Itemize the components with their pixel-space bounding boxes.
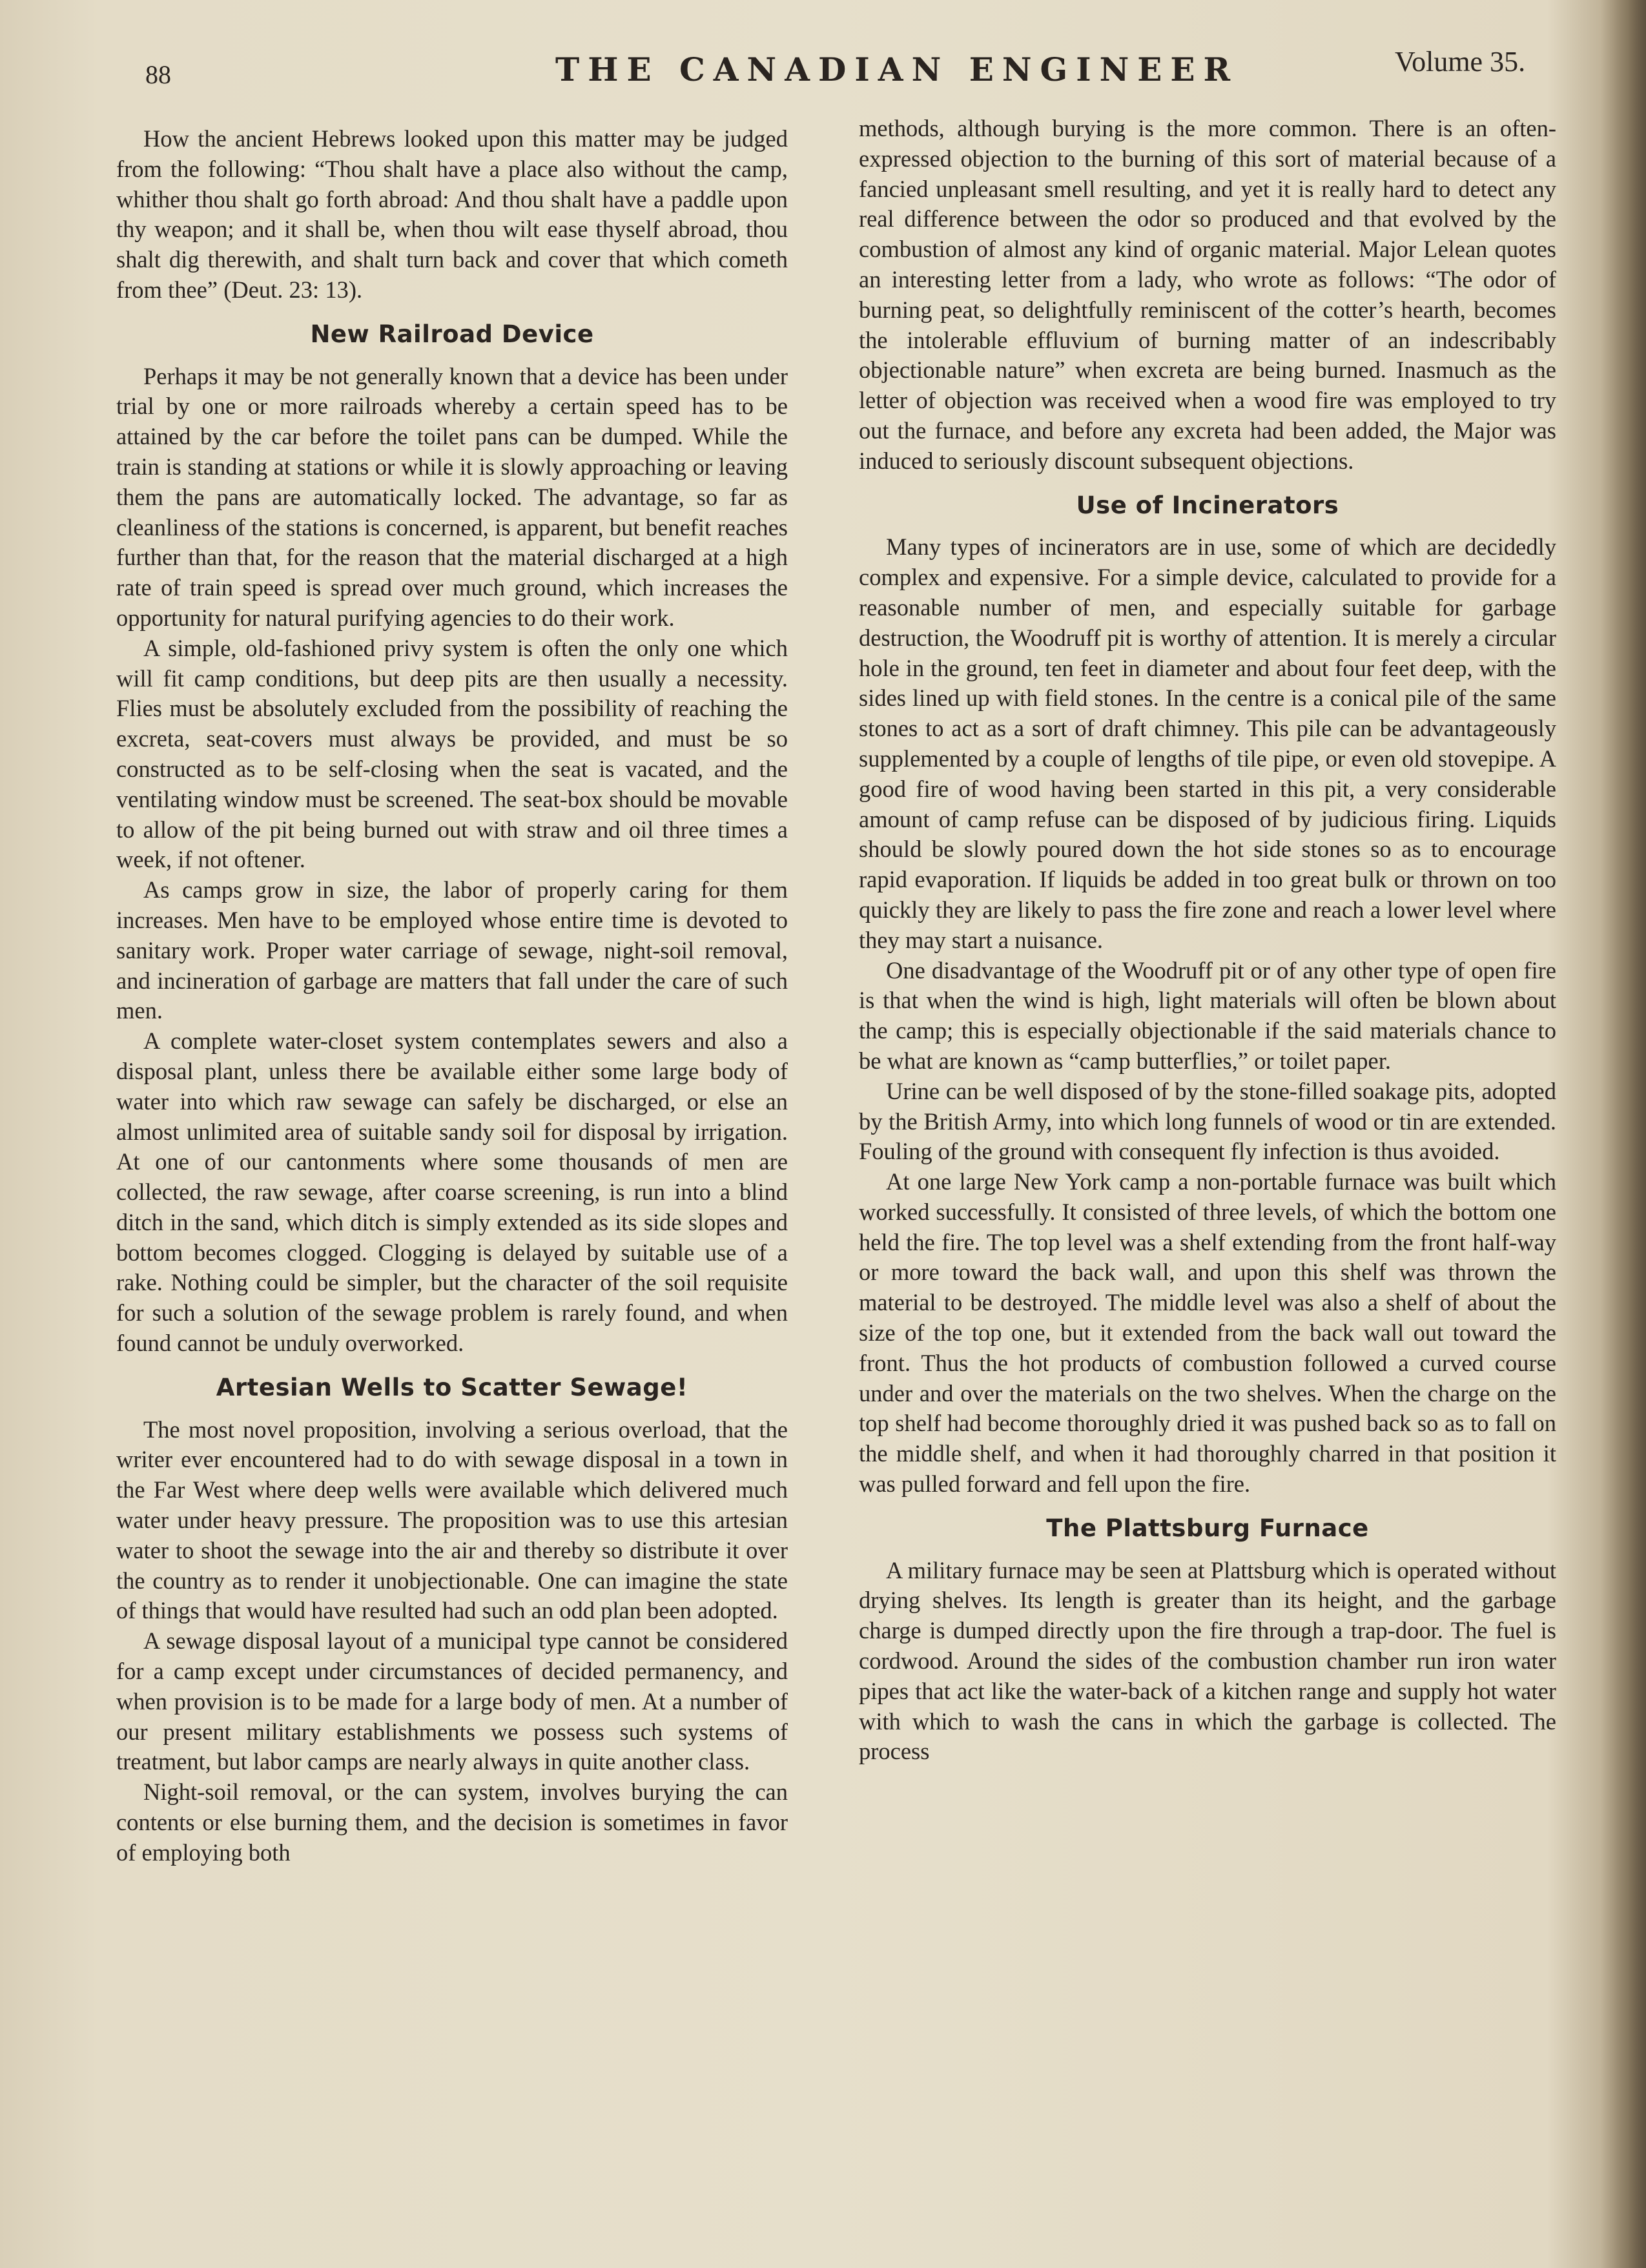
paragraph: How the ancient Hebrews looked upon this matter may be judged from the following: “Thou shalt have a place also without the camp, whither thou shalt go forth abroad: And thou shalt have a paddle upon thy weapon; and it shall be, when thou wilt ease thyself abroad, thou shalt dig therewith, and shalt turn back and cover that which cometh from thee” (Deut. 23: 13). [116,125,788,303]
section-heading: Artesian Wells to Scatter Sewage! [216,1373,688,1401]
journal-title: THE CANADIAN ENGINEER [555,50,1239,88]
section-heading: The Plattsburg Furnace [1046,1514,1369,1542]
paragraph: Many types of incinerators are in use, some of which are decidedly complex and expensive. For a simple device, calculated to provide for a reasonable number of men, and especially suitable for garbage destruction, the Woodruff pit is worthy of attention. It is merely a circular hole in the ground, ten feet in diameter and about four feet deep, with the sides lined up with field stones. In the centre is a conical pile of the same stones to act as a sort of draft chimney. This pile can be advantageously supplemented by a couple of lengths of tile pipe, or even old stovepipe. A good fire of wood having been started in this pit, a very considerable amount of camp refuse can be disposed of by judicious firing. Liquids should be slowly poured down the hot side stones so as to encourage rapid evaporation. If liquids be added in too great bulk or thrown on too quickly they are likely to pass the fire zone and reach a lower level where they may start a nuisance. [859,533,1556,953]
paragraph: The most novel proposition, involving a serious overload, that the writer ever encountered had to do with sewage disposal in a town in the Far West where deep wells were available which delivered much water under heavy pressure. The proposition was to use this artesian water to shoot the sewage into the air and thereby so distribute it over the country as to render it unobjectionable. One can imagine the state of things that would have resulted had such an odd plan been adopted. [116,1416,788,1624]
paragraph: Night-soil removal, or the can system, involves burying the can contents or else burning them, and the decision is sometimes in favor of employing both [116,1778,788,1866]
paragraph: Perhaps it may be not generally known that a device has been under trial by one or more railroads whereby a certain speed has to be attained by the car before the toilet pans can be dumped. While the train is standing at stations or while it is slowly approaching or leaving them the pans are automatically locked. The advantage, so far as cleanliness of the stations is concerned, is apparent, but benefit reaches further than that, for the reason that the material discharged at a high rate of train speed is spread over much ground, which increases the opportunity for natural purifying agencies to do their work. [116,362,788,631]
paragraph: A simple, old-fashioned privy system is often the only one which will fit camp conditions, but deep pits are then usually a necessity. Flies must be absolutely excluded from the possibility of reaching the excreta, seat-covers must always be provided, and must be so constructed as to be self-closing when the seat is vacated, and the ventilating window must be screened. The seat-box should be movable to allow of the pit being burned out with straw and oil three times a week, if not oftener. [116,634,788,873]
right-column [859,114,1556,2116]
paragraph: As camps grow in size, the labor of properly caring for them increases. Men have to be employed whose entire time is devoted to sanitary work. Proper water carriage of sewage, night-soil removal, and incineration of garbage are matters that fall under the care of such men. [116,876,788,1024]
left-column [116,124,788,2126]
volume-label: Volume 35. [1395,46,1526,77]
paragraph: A sewage disposal layout of a municipal type cannot be considered for a camp except under circumstances of decided permanency, and when provision is to be made for a large body of men. At a number of our present military establishments we possess such systems of treatment, but labor camps are nearly always in quite another class. [116,1627,788,1775]
section-heading: Use of Incinerators [1076,491,1339,519]
paragraph: A complete water-closet system contemplates sewers and also a disposal plant, unless there be available either some large body of water into which raw sewage can safely be discharged, or else an almost unlimited area of suitable sandy soil for disposal by irrigation. At one of our cantonments where some thousands of men are collected, the raw sewage, after coarse screening, is run into a blind ditch in the sand, which ditch is simply extended as its side slopes and bottom becomes clogged. Clogging is delayed by suitable use of a rake. Nothing could be simpler, but the character of the soil requisite for such a solution of the sewage problem is rarely found, and when found cannot be unduly overworked. [116,1027,788,1357]
running-header [0,40,1646,89]
section-heading: New Railroad Device [310,320,594,348]
paragraph: methods, although burying is the more common. There is an often-expressed objection to the burning of this sort of material because of a fancied unpleasant smell resulting, and yet it is really hard to detect any real difference between the odor so produced and that evolved by the combustion of almost any kind of organic material. Major Lelean quotes an interesting letter from a lady, who wrote as follows: “The odor of burning peat, so delightfully reminiscent of the cotter’s hearth, becomes the intolerable effluvium of burning matter of an indescribably objectionable nature” when excreta are being burned. Inasmuch as the letter of objection was received when a wood fire was employed to try out the furnace, and before any excreta had been added, the Major was induced to seriously discount subsequent objections. [859,115,1556,474]
page-number: 88 [145,60,171,89]
paragraph: Urine can be well disposed of by the stone-filled soakage pits, adopted by the British Army, into which long funnels of wood or tin are extended. Fouling of the ground with consequent fly infection is thus avoided. [859,1077,1556,1165]
paragraph: A military furnace may be seen at Plattsburg which is operated without drying shelves. Its length is greater than its height, and the garbage charge is dumped directly upon the fire through a trap-door. The fuel is cordwood. Around the sides of the combustion chamber run iron water pipes that act like the water-back of a kitchen range and supply hot water with which to wash the cans in which the garbage is collected. The process [859,1556,1556,1765]
paragraph: One disadvantage of the Woodruff pit or of any other type of open fire is that when the wind is high, light materials will often be blown about the camp; this is especially objectionable if the said materials chance to be what are known as “camp butterflies,” or toilet paper. [859,956,1556,1074]
page-spine-shadow [1601,0,1646,2268]
paragraph: At one large New York camp a non-portable furnace was built which worked successfully. It consisted of three levels, of which the bottom one held the fire. The top level was a shelf extending from the front half-way or more toward the back wall, and upon this shelf was thrown the material to be destroyed. The middle level was also a shelf of about the size of the top one, but it extended from the back wall out toward the front. Thus the hot products of combustion followed a curved course under and over the materials on the two shelves. When the charge on the top shelf had become thoroughly dried it was pushed back so as to fall on the middle shelf, and when it had thoroughly charred in that position it was pulled forward and fell upon the fire. [859,1168,1556,1498]
